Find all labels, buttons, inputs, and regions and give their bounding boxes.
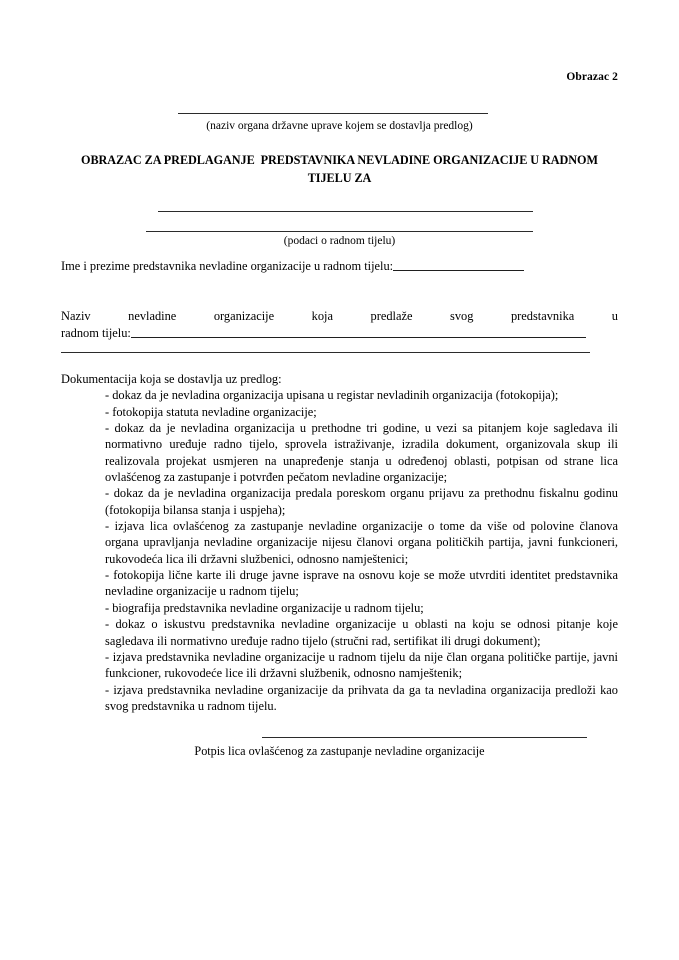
documentation-section <box>61 371 618 714</box>
list-item: - dokaz da je nevladina organizacija upisana u registar nevladinih organizacija (fotokopija); <box>105 388 559 403</box>
list-item: - izjava predstavnika nevladine organizacije da prihvata da ga ta nevladina organizacija predloži kao svog predstavnika u radnom tijelu. <box>105 682 618 713</box>
list-item: - dokaz o iskustvu predstavnika nevladine organizacije u oblasti na koju se odnosi pitanje koje sagledava ili normativno uređuje radno tijelo (stručni rad, sertifikat ili drugi dokument); <box>105 617 618 648</box>
list-item: - biografija predstavnika nevladine organizacije u radnom tijelu; <box>105 600 424 615</box>
list-item: - fotokopija statuta nevladine organizacije; <box>105 404 317 419</box>
documentation-intro: Dokumentacija koja se dostavlja uz predlog: <box>61 372 282 386</box>
documentation-list <box>61 387 618 714</box>
signature-blank-line[interactable] <box>262 737 587 738</box>
organization-label-line-1: Naziv nevladine organizacije koja predlaže svog predstavnika u <box>61 309 618 323</box>
organization-name-input[interactable] <box>131 325 586 338</box>
recipient-blank-line[interactable] <box>178 113 488 114</box>
organization-name-field <box>61 308 618 341</box>
form-code-label: Obrazac 2 <box>566 71 618 83</box>
organization-label-line-2-row <box>61 325 618 342</box>
representative-name-label: Ime i prezime predstavnika nevladine organizacije u radnom tijelu: <box>61 259 394 273</box>
representative-name-input[interactable] <box>393 258 524 271</box>
organization-label-line-2: radnom tijelu: <box>61 325 131 340</box>
working-body-blank-line-1[interactable] <box>158 211 533 212</box>
signature-caption: Potpis lica ovlašćenog za zastupanje nevladine organizacije <box>194 744 485 758</box>
page-title: OBRAZAC ZA PREDLAGANJE PREDSTAVNIKA NEVLADINE ORGANIZACIJE U RADNOM TIJELU ZA <box>81 153 601 185</box>
list-item: - izjava predstavnika nevladine organizacije u radnom tijelu da nije član organa političke partije, javni funkcioner, rukovodeće lice ili državni službenik, odnosno namještenik; <box>105 649 618 681</box>
list-item: - fotokopija lične karte ili druge javne isprave na osnovu koje se može utvrditi identitet predstavnika nevladine organizacije u radnom tijelu; <box>105 568 618 599</box>
list-item: - dokaz da je nevladina organizacija u prethodne tri godine, u vezi sa pitanjem koje sagledava ili normativno uređuje radno tijelo, sprovela istraživanje, izradila dokument, organizovala skup ili realizovala projekat usmjeren na unapređenje stanja u određenoj oblasti, potpisan od strane lica ovlašćenog za zastupanje i potvrđen pečatom nevladine organizacije; <box>105 421 618 485</box>
representative-name-field <box>61 258 618 274</box>
organization-blank-line-2[interactable] <box>61 352 590 353</box>
recipient-caption: (naziv organa državne uprave kojem se dostavlja predlog) <box>206 120 473 132</box>
list-item: - dokaz da je nevladina organizacija predala poreskom organu prijavu za prethodnu fiskalnu godinu (fotokopija bilansa stanja i uspjeha); <box>105 486 618 517</box>
list-item: - izjava lica ovlašćenog za zastupanje nevladine organizacije o tome da više od polovine članova organa upravljanja nevladine organizacije nijesu članovi organa političkih partija, javni funkcioneri, rukovodeća lica ili državni službenici, odnosno namještenici; <box>105 519 618 566</box>
working-body-blank-line-2[interactable] <box>146 231 533 232</box>
working-body-caption: (podaci o radnom tijelu) <box>283 235 396 247</box>
